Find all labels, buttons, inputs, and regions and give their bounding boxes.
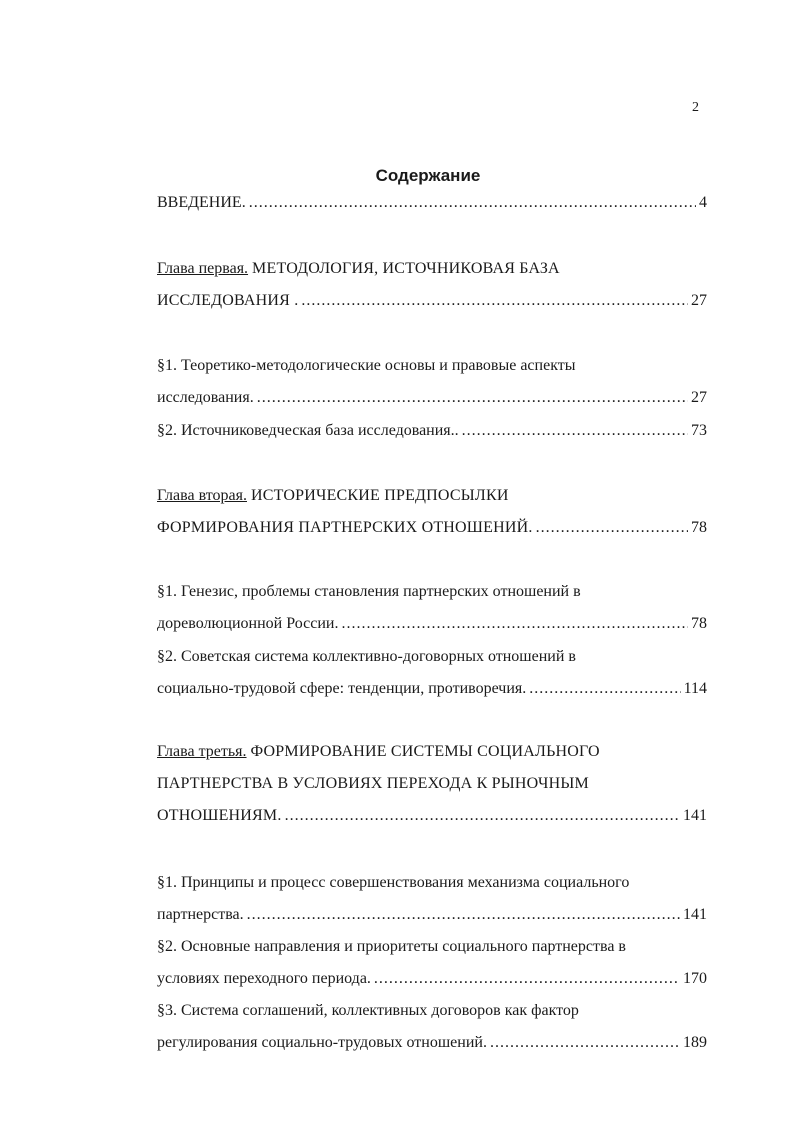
chapter-3-title-end[interactable] — [157, 804, 707, 828]
toc-page-number: 4 — [699, 194, 707, 211]
dot-leader — [462, 419, 688, 443]
section-2-2-line-1: §2. Советская система коллективно-договорных отношений в — [157, 648, 576, 665]
chapter-1-label: Глава первая. — [157, 260, 249, 277]
dot-leader — [490, 1031, 680, 1055]
dot-leader — [536, 516, 688, 540]
section-2-2-page: 114 — [683, 680, 707, 697]
chapter-3-label: Глава третья. — [157, 743, 247, 760]
chapter-3-heading[interactable] — [157, 740, 707, 764]
toc-entry-text: ВВЕДЕНИЕ. — [157, 194, 246, 211]
section-2-1-end[interactable] — [157, 612, 707, 636]
section-1-1-end[interactable] — [157, 386, 707, 410]
dot-leader — [249, 191, 696, 215]
section-2-1-line-1: §1. Генезис, проблемы становления партнерских отношений в — [157, 583, 581, 600]
chapter-3-title-line-3: ОТНОШЕНИЯМ. — [157, 807, 282, 824]
chapter-2-page: 78 — [691, 519, 707, 536]
dot-leader — [374, 967, 680, 991]
section-3-1-line-2: партнерства. — [157, 906, 244, 923]
section-1-1-page: 27 — [691, 389, 707, 406]
chapter-1-title-line-1: МЕТОДОЛОГИЯ, ИСТОЧНИКОВАЯ БАЗА — [252, 260, 560, 277]
section-1-1-line-1: §1. Теоретико-методологические основы и правовые аспекты — [157, 357, 576, 374]
chapter-1-title-line-2: ИССЛЕДОВАНИЯ . — [157, 292, 299, 309]
dot-leader — [257, 386, 688, 410]
section-3-2-line-1: §2. Основные направления и приоритеты социального партнерства в — [157, 938, 626, 955]
page-title: Содержание — [375, 166, 481, 185]
dot-leader — [529, 677, 680, 701]
section-3-3[interactable] — [157, 999, 707, 1023]
chapter-2-title-end[interactable] — [157, 516, 707, 540]
section-1-1-line-2: исследования. — [157, 389, 254, 406]
section-3-3-line-2: регулирования социально-трудовых отношений. — [157, 1034, 487, 1051]
section-3-3-line-1: §3. Система соглашений, коллективных договоров как фактор — [157, 1002, 579, 1019]
chapter-2-title-line-1: ИСТОРИЧЕСКИЕ ПРЕДПОСЫЛКИ — [250, 487, 509, 504]
dot-leader — [301, 289, 688, 313]
section-3-3-page: 189 — [683, 1034, 707, 1051]
section-3-1-line-1: §1. Принципы и процесс совершенствования механизма социального — [157, 874, 630, 891]
section-3-1[interactable] — [157, 871, 707, 895]
chapter-2-title-line-2: ФОРМИРОВАНИЯ ПАРТНЕРСКИХ ОТНОШЕНИЙ. — [157, 519, 533, 536]
chapter-1-title-end[interactable] — [157, 289, 707, 313]
dot-leader — [285, 804, 680, 828]
section-3-3-end[interactable] — [157, 1031, 707, 1055]
chapter-1-page: 27 — [691, 292, 707, 309]
chapter-3-page: 141 — [683, 807, 707, 824]
section-3-2[interactable] — [157, 935, 707, 959]
section-1-2-line-1: §2. Источниковедческая база исследования.. — [157, 422, 459, 439]
dot-leader — [341, 612, 688, 636]
section-2-1-line-2: дореволюционной России. — [157, 615, 339, 632]
toc-entry-intro[interactable] — [157, 191, 707, 215]
chapter-3-title-middle[interactable] — [157, 772, 707, 796]
section-1-2-page: 73 — [691, 422, 707, 439]
section-2-1-page: 78 — [691, 615, 707, 632]
section-3-2-end[interactable] — [157, 967, 707, 991]
section-1-2[interactable] — [157, 419, 707, 443]
section-3-1-page: 141 — [683, 906, 707, 923]
chapter-2-heading[interactable] — [157, 484, 707, 508]
section-1-1[interactable] — [157, 354, 707, 378]
section-3-1-end[interactable] — [157, 903, 707, 927]
section-2-2[interactable] — [157, 645, 707, 669]
section-2-2-end[interactable] — [157, 677, 707, 701]
chapter-3-title-line-1: ФОРМИРОВАНИЕ СИСТЕМЫ СОЦИАЛЬНОГО — [250, 743, 600, 760]
chapter-1-heading[interactable] — [157, 257, 707, 281]
section-3-2-line-2: условиях переходного периода. — [157, 970, 371, 987]
page-number: 2 — [692, 100, 699, 115]
dot-leader — [247, 903, 680, 927]
section-2-1[interactable] — [157, 580, 707, 604]
section-2-2-line-2: социально-трудовой сфере: тенденции, противоречия. — [157, 680, 527, 697]
chapter-2-label: Глава вторая. — [157, 487, 247, 504]
section-3-2-page: 170 — [683, 970, 707, 987]
chapter-3-title-line-2: ПАРТНЕРСТВА В УСЛОВИЯХ ПЕРЕХОДА К РЫНОЧНЫМ — [157, 775, 589, 792]
